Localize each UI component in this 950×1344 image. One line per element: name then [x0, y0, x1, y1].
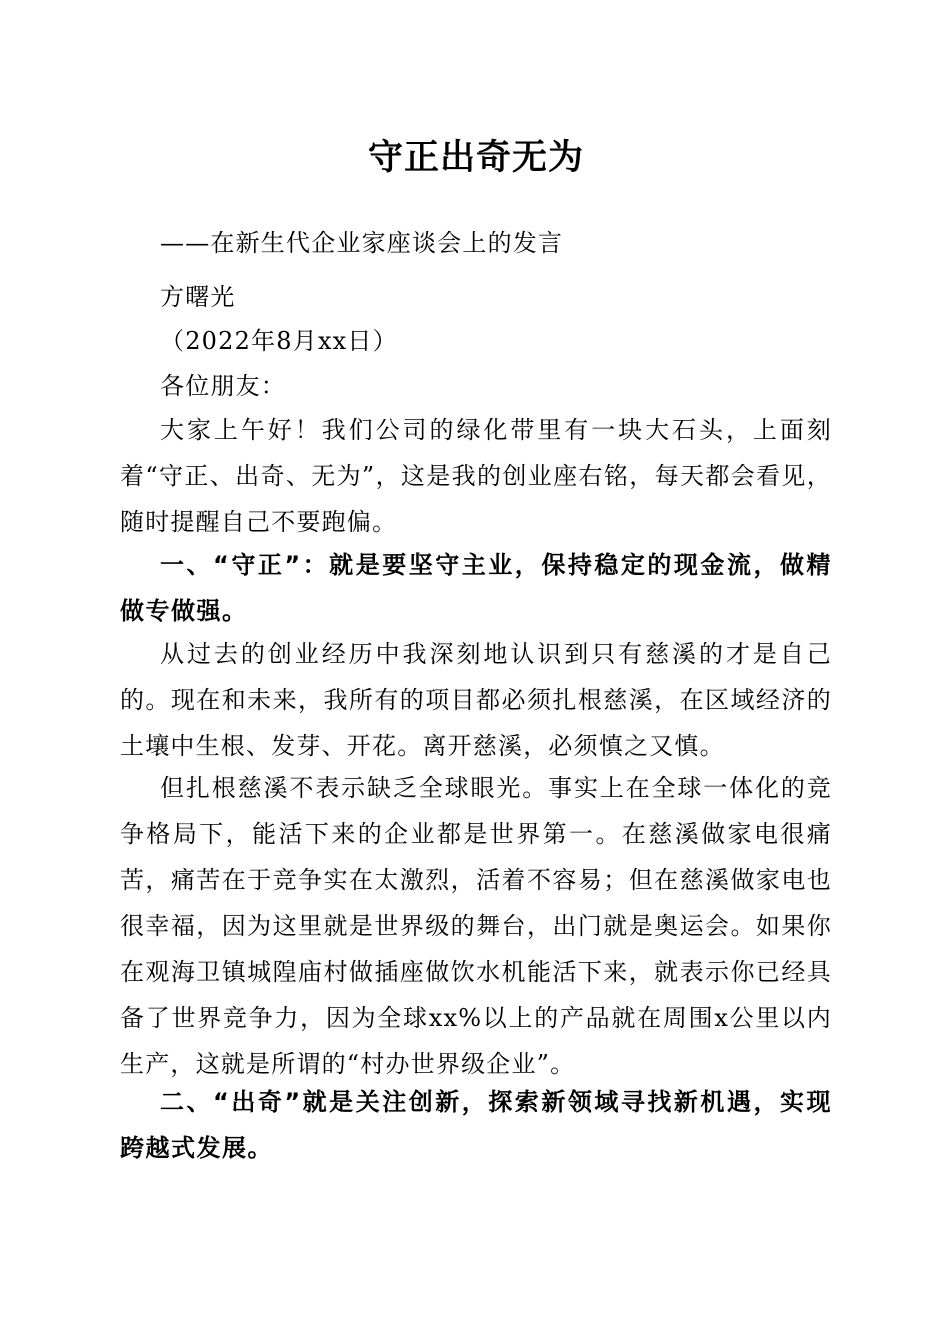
section-heading-1: 一、“守正”：就是要坚守主业，保持稳定的现金流，做精做专做强。: [120, 551, 832, 625]
document-date: （2022年8月xx日）: [160, 327, 398, 355]
paragraph-global: 但扎根慈溪不表示缺乏全球眼光。事实上在全球一体化的竞争格局下，能活下来的企业都是世界第一。在慈溪做家电很痛苦，痛苦在于竞争实在太激烈，活着不容易；但在慈溪做家电也很幸福，因为这里就是世界级的舞台，出门就是奥运会。如果你在观海卫镇城隍庙村做插座做饮水机能活下来，就表示你已经具备了世界竞争力，因为全球xx%以上的产品就在周围x公里以内生产，这就是所谓的“村办世界级企业”。: [120, 774, 832, 1078]
paragraph-greeting: 大家上午好！我们公司的绿化带里有一块大石头，上面刻着“守正、出奇、无为”，这是我的创业座右铭，每天都会看见，随时提醒自己不要跑偏。: [120, 416, 832, 536]
document-author: 方曙光: [160, 283, 236, 311]
document-salutation: 各位朋友：: [160, 372, 286, 400]
document-subtitle: ——在新生代企业家座谈会上的发言: [160, 229, 564, 257]
section-heading-2: 二、“出奇”就是关注创新，探索新领域寻找新机遇，实现跨越式发展。: [120, 1088, 832, 1162]
document-title: 守正出奇无为: [367, 137, 584, 178]
paragraph-rooted: 从过去的创业经历中我深刻地认识到只有慈溪的才是自己的。现在和未来，我所有的项目都必须扎根慈溪，在区域经济的土壤中生根、发芽、开花。离开慈溪，必须慎之又慎。: [120, 640, 832, 760]
